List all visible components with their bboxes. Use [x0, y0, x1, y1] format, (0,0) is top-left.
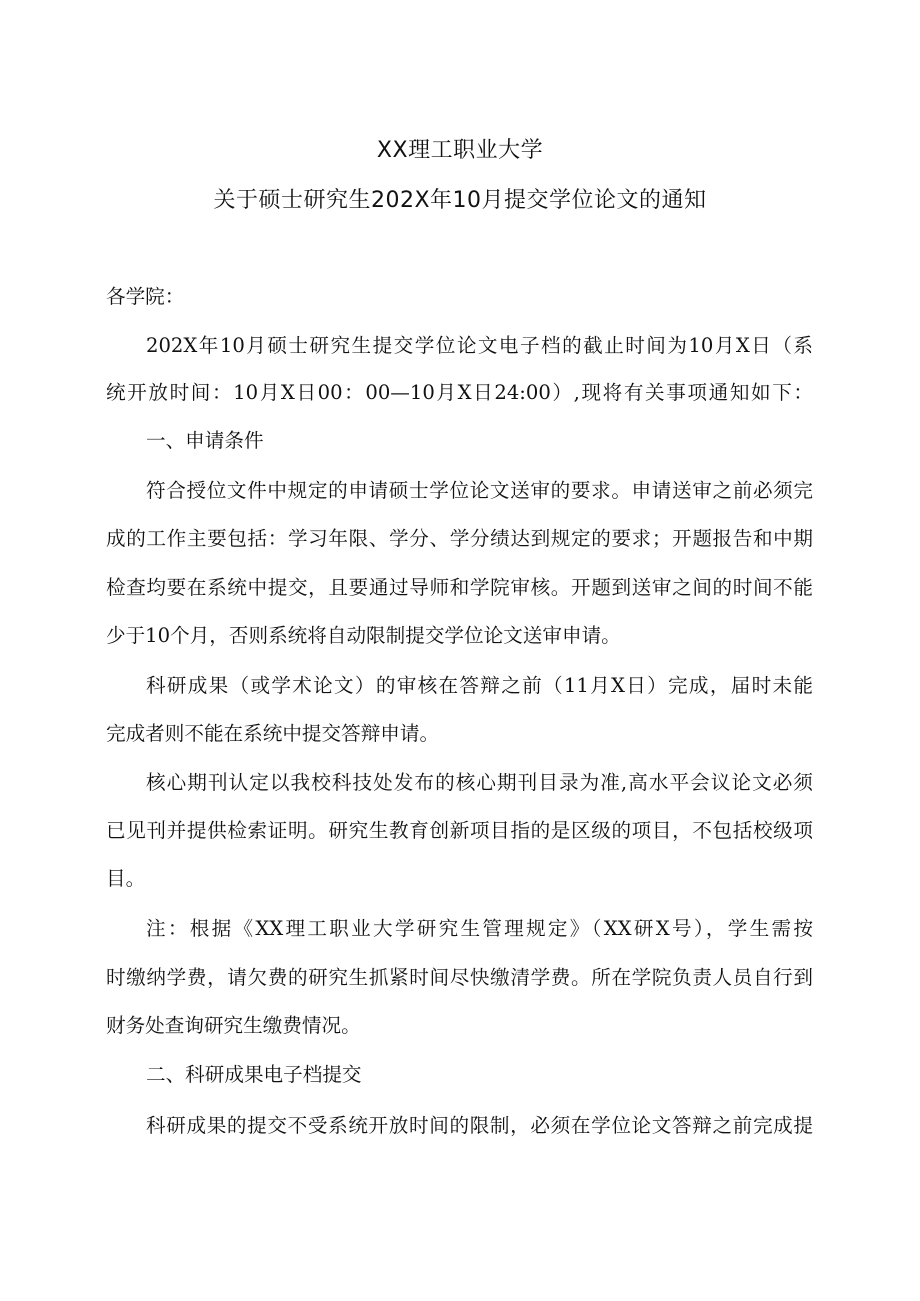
- text-line: 目。: [106, 867, 146, 890]
- text-line: 财务处查询研究生缴费情况。: [106, 1014, 361, 1037]
- text-line: 科研成果（或学术论文）的审核在答辩之前（11月X日）完成，届时未能: [146, 674, 813, 697]
- salutation: 各学院：: [106, 285, 185, 308]
- text-line: 检查均要在系统中提交，且要通过导师和学院审核。开题到送审之间的时间不能: [106, 576, 813, 599]
- text-line: 少于10个月，否则系统将自动限制提交学位论文送审申请。: [106, 624, 621, 647]
- text-line: 完成者则不能在系统中提交答辩申请。: [106, 722, 440, 745]
- text-line: 注：根据《XX理工职业大学研究生管理规定》（XX研X号），学生需按: [146, 917, 813, 940]
- section-heading-1: 一、申请条件: [146, 429, 264, 452]
- section-heading-2: 二、科研成果电子档提交: [146, 1063, 362, 1086]
- title-notice: 关于硕士研究生202X年10月提交学位论文的通知: [213, 188, 707, 213]
- text-line: 202X年10月硕士研究生提交学位论文电子档的截止时间为10月X日（系: [146, 334, 813, 357]
- text-line: 成的工作主要包括：学习年限、学分、学分绩达到规定的要求；开题报告和中期: [106, 527, 813, 550]
- text-line: 时缴纳学费，请欠费的研究生抓紧时间尽快缴清学费。所在学院负责人员自行到: [106, 966, 813, 989]
- title-school: XX理工职业大学: [376, 138, 544, 163]
- text-line: 核心期刊认定以我校科技处发布的核心期刊目录为准,高水平会议论文必须: [146, 771, 813, 794]
- text-line: 已见刊并提供检索证明。研究生教育创新项目指的是区级的项目，不包括校级项: [106, 819, 813, 842]
- text-line: 统开放时间：10月X日00：00—10月X日24:00）,现将有关事项通知如下：: [106, 381, 813, 404]
- text-line: 符合授位文件中规定的申请硕士学位论文送审的要求。申请送审之前必须完: [146, 479, 813, 502]
- text-line: 科研成果的提交不受系统开放时间的限制，必须在学位论文答辩之前完成提: [146, 1114, 813, 1137]
